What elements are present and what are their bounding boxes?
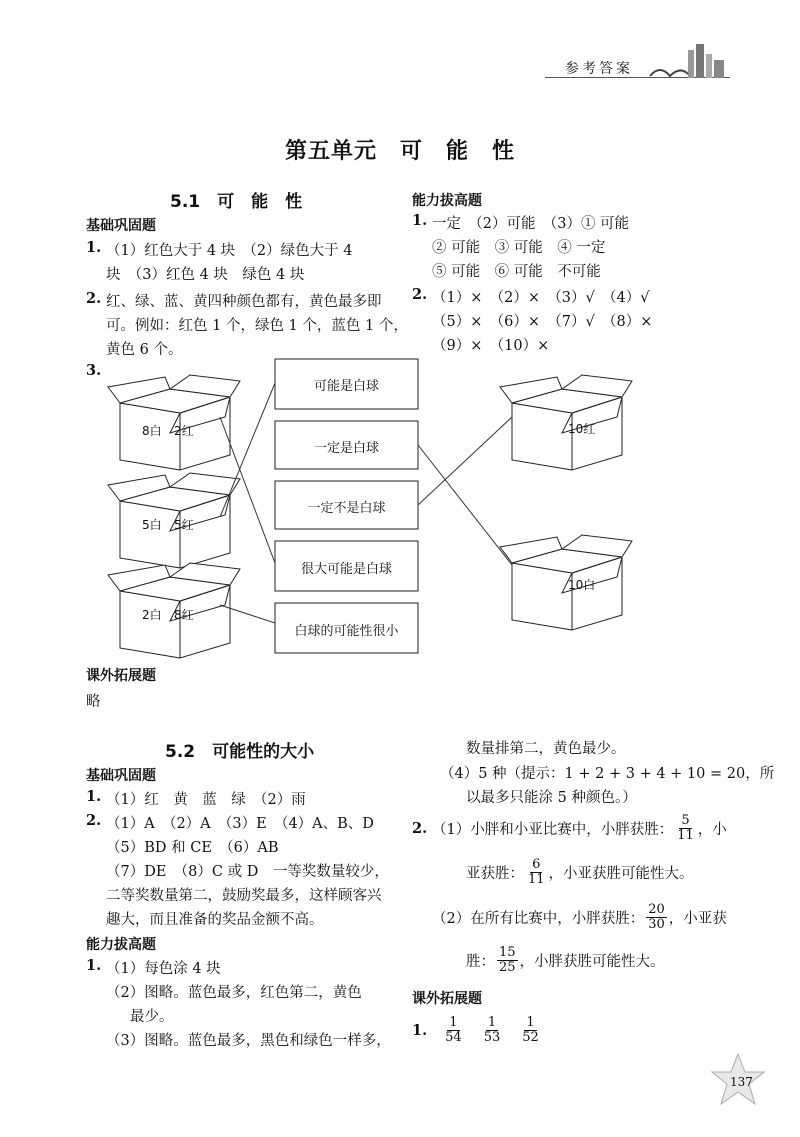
q2-number: 2. [86,290,102,307]
b2-line-2: （5）BD 和 CE （6）AB [106,840,279,856]
box-label: 2白 [142,608,162,622]
b1-line: （1）红 黄 蓝 绿 （2）雨 [106,792,306,808]
ability-heading-2: 能力拔高题 [86,937,156,953]
box-right-1 [500,375,632,470]
box-label: 5红 [174,518,194,532]
ability-heading-1: 能力拔高题 [412,193,482,209]
label-text-1: 可能是白球 [313,379,379,394]
r-q2-number: 2. [412,820,428,837]
b1-number: 1. [86,788,102,805]
basic-heading-1: 基础巩固题 [86,218,156,234]
header-label: 参考答案 [565,61,633,77]
b2-line-3: （7）DE （8）C 或 D 一等奖数量较少， [106,864,389,880]
box-label: 8白 [142,424,162,438]
r-cont-1: 数量排第二，黄色最少。 [466,741,626,757]
b2-line-4: 二等奖数量第二，鼓励奖最多，这样顾客兴 [106,888,382,904]
q2-line-1: 红、绿、蓝、黄四种颜色都有，黄色最多即 [106,294,382,310]
a2-line-2: （5）× （6）× （7）√ （8）× [432,314,653,330]
fraction: $\frac{1}{52}$ [522,1014,539,1045]
ext-heading-1: 课外拓展题 [86,668,156,684]
b2-number: 2. [86,812,102,829]
r-q2-line-4: 胜： $\frac{15}{25}$ ，小胖获胜可能性大。 [466,944,665,975]
fraction: $\frac{1}{53}$ [483,1014,501,1045]
q2-line-2: 可。例如：红色 1 个，绿色 1 个，蓝色 1 个， [106,318,408,334]
box-label: 2红 [174,424,194,438]
section-title-5-2: 5.2 可能性的大小 [165,742,315,762]
label-text-3: 一定不是白球 [307,501,386,516]
header-decoration-icon [640,40,730,80]
link-line [418,445,512,565]
b2-line-1: （1）A （2）A （3）E （4）A、B、D [106,816,374,832]
fraction: $\frac{1}{54}$ [445,1014,462,1045]
link-line [418,417,512,505]
b2-line-5: 趣大，而且准备的奖品金额不高。 [106,912,324,928]
a1-line-1: 一定 （2）可能 （3）① 可能 [432,216,630,232]
q1-number: 1. [86,239,102,256]
ext-text-1: 略 [86,694,101,710]
box-label: 10红 [568,422,596,436]
c1-line-3: 最少。 [130,1009,174,1025]
c1-line-4: （3）图略。蓝色最多，黑色和绿色一样多， [106,1033,391,1049]
fraction: $\frac{20}{30}$ [648,901,665,932]
q2-line-3: 黄色 6 个。 [106,342,183,358]
section-title-5-1: 5.1 可 能 性 [170,192,303,212]
c1-line-2: （2）图略。蓝色最多，红色第二，黄色 [106,985,362,1001]
r-q2-line-2: 亚获胜： $\frac{6}{11}$ ，小亚获胜可能性大。 [466,856,694,887]
label-text-4: 很大可能是白球 [300,562,392,577]
q1-line-2: 块 （3）红色 4 块 绿色 4 块 [106,267,305,283]
box-label: 5白 [142,518,162,532]
c1-number: 1. [86,957,102,974]
r-q2-line-1: （1）小胖和小亚比赛中，小胖获胜： $\frac{5}{11}$ ，小 [432,812,727,843]
a2-line-3: （9）× （10）× [432,338,550,354]
fraction: $\frac{6}{11}$ [528,856,545,887]
fraction: $\frac{15}{25}$ [499,944,516,975]
a1-line-2: ② 可能 ③ 可能 ④ 一定 [432,240,606,256]
page-number: 137 [730,1075,753,1089]
box-right-2 [500,535,632,630]
label-text-2: 一定是白球 [313,441,379,456]
c1-line-1: （1）每色涂 4 块 [106,961,221,977]
r-cont-2: （4）5 种（提示：1 + 2 + 3 + 4 + 10 = 20，所 [440,766,775,782]
box-label: 8红 [174,608,194,622]
box-label: 10白 [568,578,596,592]
fraction: $\frac{5}{11}$ [677,812,694,843]
q1-line-1: （1）红色大于 4 块 （2）绿色大于 4 [106,243,353,259]
unit-title: 第五单元 可 能 性 [284,139,515,164]
r-q2-line-3: （2）在所有比赛中，小胖获胜： $\frac{20}{30}$ ，小亚获 [432,901,727,932]
a1-number: 1. [412,212,428,229]
ext-answer-line: 1. $\frac{1}{54}$ $\frac{1}{53}$ $\frac{1}{52}$ [412,1014,539,1045]
label-text-5: 白球的可能性很小 [294,624,399,639]
r-cont-3: 以最多只能涂 5 种颜色。） [466,790,637,806]
q3-number: 3. [86,362,102,379]
a2-number: 2. [412,286,428,303]
ext-heading-2: 课外拓展题 [412,991,482,1007]
a2-line-1: （1）× （2）× （3）√ （4）√ [432,290,650,306]
basic-heading-2: 基础巩固题 [86,768,156,784]
a1-line-3: ⑤ 可能 ⑥ 可能 不可能 [432,264,601,280]
